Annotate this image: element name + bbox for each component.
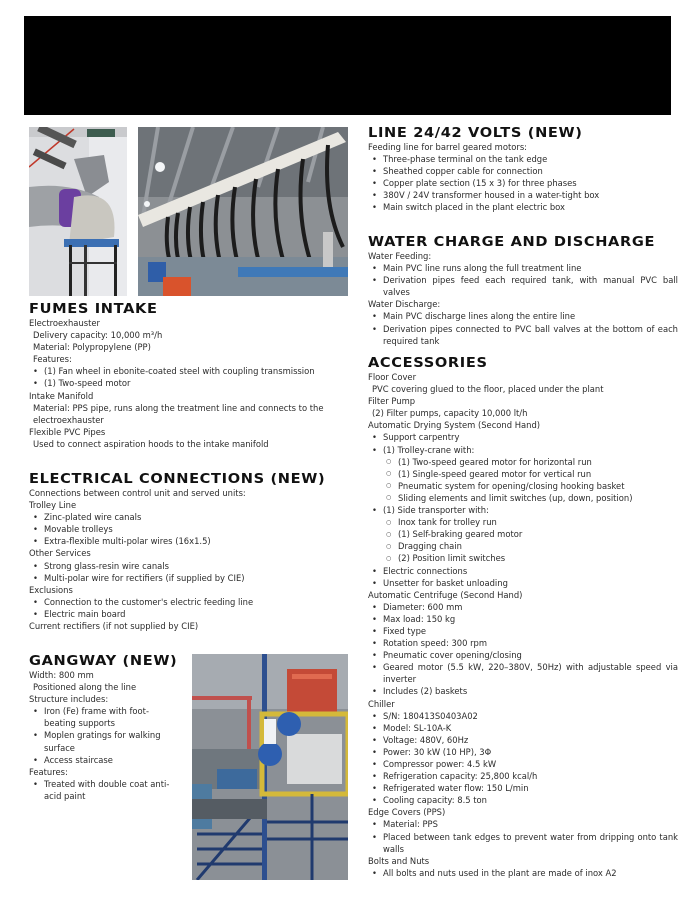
list-item: • (1) Fan wheel in ebonite-coated steel with coupling transmission bbox=[29, 365, 347, 377]
trolley-line-label: Trolley Line bbox=[29, 500, 77, 511]
filter-pump-text: (2) Filter pumps, capacity 10,000 lt/h bbox=[372, 408, 528, 419]
flexible-pipes-text: Used to connect aspiration hoods to the intake manifold bbox=[33, 438, 269, 449]
list-item: • Voltage: 480V, 60Hz bbox=[368, 734, 678, 746]
sub-list-item: ○ (1) Self-braking geared motor bbox=[383, 528, 678, 540]
floor-cover-label: Floor Cover bbox=[368, 372, 417, 382]
list-item: • Rotation speed: 300 rpm bbox=[368, 637, 678, 649]
accessories-title: ACCESSORIES bbox=[368, 355, 488, 371]
list-item bbox=[368, 444, 678, 504]
sub-list-item: ○ (1) Single-speed geared motor for vertical run bbox=[383, 468, 678, 480]
other-services-label: Other Services bbox=[29, 548, 91, 559]
list-item: • Unsetter for basket unloading bbox=[368, 577, 678, 589]
list-item: • Fixed type bbox=[368, 625, 678, 637]
list-item: • Model: SL-10A-K bbox=[368, 722, 678, 734]
list-item: • Placed between tank edges to prevent water from dripping onto tank walls bbox=[368, 831, 678, 855]
line-24-42-intro: Feeding line for barrel geared motors: bbox=[368, 142, 528, 152]
drying-system-label: Automatic Drying System (Second Hand) bbox=[368, 420, 541, 431]
intake-manifold-text: Material: PPS pipe, runs along the treatment line and connects to the electroexhauster bbox=[33, 402, 324, 425]
list-item: • Iron (Fe) frame with foot-beating supports bbox=[29, 705, 179, 729]
list-item: • Electric main board bbox=[29, 608, 347, 620]
floor-cover-text: PVC covering glued to the floor, placed under the plant bbox=[372, 384, 604, 395]
list-item: • Sheathed copper cable for connection bbox=[368, 165, 678, 177]
list-item: • Copper plate section (15 x 3) for three phases bbox=[368, 177, 678, 189]
flexible-pipes-label: Flexible PVC Pipes bbox=[29, 426, 106, 437]
list-item: • Geared motor (5.5 kW, 220–380V, 50Hz) with adjustable speed via inverter bbox=[368, 661, 678, 685]
water-feeding-label: Water Feeding: bbox=[368, 251, 432, 261]
list-item: • Three-phase terminal on the tank edge bbox=[368, 153, 678, 165]
fumes-intake-title: FUMES INTAKE bbox=[29, 301, 158, 317]
list-item: • Access staircase bbox=[29, 754, 179, 766]
filter-pump-label: Filter Pump bbox=[368, 396, 416, 407]
list-item: • Treated with double coat anti-acid paint bbox=[29, 778, 179, 802]
water-discharge-label: Water Discharge: bbox=[368, 299, 441, 310]
electroexhauster-label: Electroexhauster bbox=[29, 318, 100, 328]
list-item: • Material: PPS bbox=[368, 818, 678, 830]
gangway-title: GANGWAY (NEW) bbox=[29, 653, 178, 669]
exhauster-material: Material: Polypropylene (PP) bbox=[33, 342, 151, 353]
list-item: • Includes (2) baskets bbox=[368, 685, 678, 697]
list-item: • S/N: 180413S0403A02 bbox=[368, 710, 678, 722]
sub-list-item: ○ Dragging chain bbox=[383, 540, 678, 552]
structure-label: Structure includes: bbox=[29, 694, 109, 705]
centrifuge-label: Automatic Centrifuge (Second Hand) bbox=[368, 589, 523, 600]
list-item: • Strong glass-resin wire canals bbox=[29, 560, 347, 572]
line-24-42-title: LINE 24/42 VOLTS (NEW) bbox=[368, 125, 583, 141]
gangway-features-label: Features: bbox=[29, 766, 68, 777]
gangway-photo bbox=[192, 654, 348, 880]
list-item: • Moplen gratings for walking surface bbox=[29, 729, 179, 753]
water-section bbox=[368, 235, 678, 347]
sub-list-item: ○ Inox tank for trolley run bbox=[383, 516, 678, 528]
list-item: • Derivation pipes connected to PVC ball valves at the bottom of each required tank bbox=[368, 323, 678, 347]
list-item: • Compressor power: 4.5 kW bbox=[368, 758, 678, 770]
fumes-intake-exhauster-photo bbox=[29, 127, 127, 296]
list-item: • Electric connections bbox=[368, 565, 678, 577]
list-item: • Refrigeration capacity: 25,800 kcal/h bbox=[368, 770, 678, 782]
list-item: • Derivation pipes feed each required tank, with manual PVC ball valves bbox=[368, 274, 678, 298]
fumes-intake-section bbox=[29, 302, 347, 450]
gangway-positioned: Positioned along the line bbox=[33, 682, 137, 693]
side-transporter-label: (1) Side transporter with: bbox=[383, 505, 489, 516]
water-title: WATER CHARGE AND DISCHARGE bbox=[368, 234, 656, 250]
header-banner bbox=[24, 16, 671, 115]
list-item: • Main PVC discharge lines along the entire line bbox=[368, 310, 678, 322]
list-item: • Main switch placed in the plant electric box bbox=[368, 201, 678, 213]
list-item: • Main PVC line runs along the full treatment line bbox=[368, 262, 678, 274]
intake-manifold-label: Intake Manifold bbox=[29, 390, 94, 401]
sub-list-item: ○ (2) Position limit switches bbox=[383, 552, 678, 564]
fumes-intake-manifold-photo bbox=[138, 127, 348, 296]
list-item: • Support carpentry bbox=[368, 431, 678, 443]
electrical-connections-section bbox=[29, 472, 347, 632]
sub-list-item: ○ Sliding elements and limit switches (up, down, position) bbox=[383, 492, 678, 504]
list-item: • Zinc-plated wire canals bbox=[29, 511, 347, 523]
list-item bbox=[368, 504, 678, 564]
gangway-section bbox=[29, 654, 179, 802]
list-item: • Connection to the customer's electric feeding line bbox=[29, 596, 347, 608]
gangway-width: Width: 800 mm bbox=[29, 670, 94, 680]
electrical-intro: Connections between control unit and served units: bbox=[29, 488, 246, 498]
list-item: • Power: 30 kW (10 HP), 3Φ bbox=[368, 746, 678, 758]
list-item: • Max load: 150 kg bbox=[368, 613, 678, 625]
current-rectifiers: Current rectifiers (if not supplied by CIE) bbox=[29, 621, 199, 632]
exclusions-label: Exclusions bbox=[29, 584, 73, 595]
accessories-section bbox=[368, 356, 678, 879]
line-24-42-section bbox=[368, 126, 678, 214]
list-item: • Pneumatic cover opening/closing bbox=[368, 649, 678, 661]
chiller-label: Chiller bbox=[368, 698, 395, 709]
bolts-nuts-label: Bolts and Nuts bbox=[368, 855, 430, 866]
list-item: • Multi-polar wire for rectifiers (if supplied by CIE) bbox=[29, 572, 347, 584]
electrical-connections-title: ELECTRICAL CONNECTIONS (NEW) bbox=[29, 471, 326, 487]
list-item: • All bolts and nuts used in the plant are made of inox A2 bbox=[368, 867, 678, 879]
delivery-capacity: Delivery capacity: 10,000 m³/h bbox=[33, 330, 163, 341]
list-item: • (1) Two-speed motor bbox=[29, 377, 347, 389]
list-item: • 380V / 24V transformer housed in a water-tight box bbox=[368, 189, 678, 201]
edge-covers-label: Edge Covers (PPS) bbox=[368, 807, 446, 818]
features-label: Features: bbox=[33, 354, 72, 365]
list-item: • Cooling capacity: 8.5 ton bbox=[368, 794, 678, 806]
list-item: • Refrigerated water flow: 150 L/min bbox=[368, 782, 678, 794]
list-item: • Extra-flexible multi-polar wires (16x1.5) bbox=[29, 535, 347, 547]
sub-list-item: ○ (1) Two-speed geared motor for horizontal run bbox=[383, 456, 678, 468]
list-item: • Diameter: 600 mm bbox=[368, 601, 678, 613]
sub-list-item: ○ Pneumatic system for opening/closing hooking basket bbox=[383, 480, 678, 492]
trolley-crane-label: (1) Trolley-crane with: bbox=[383, 444, 475, 455]
list-item: • Movable trolleys bbox=[29, 523, 347, 535]
